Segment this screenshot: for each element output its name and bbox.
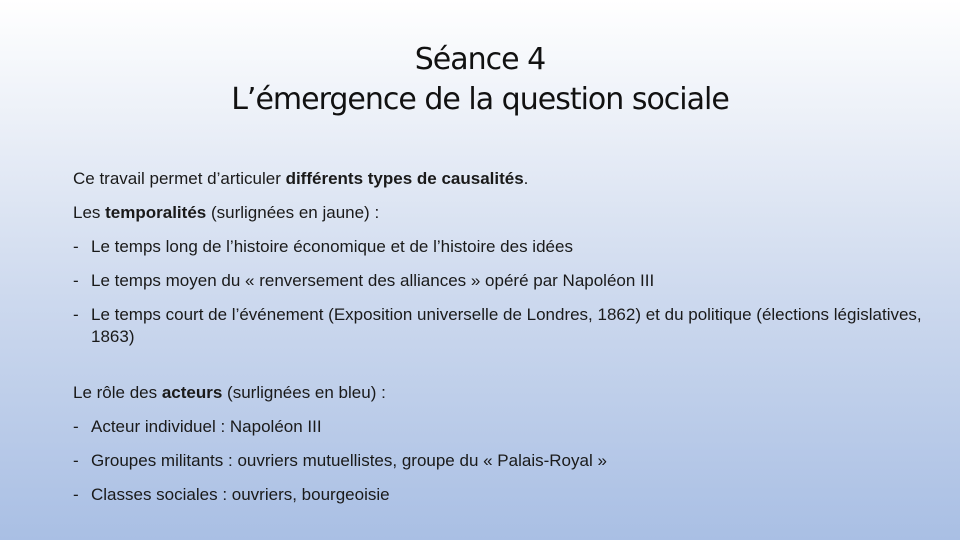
list-item-text: Le temps long de l’histoire économique et de l’histoire des idées — [91, 237, 573, 256]
list-item-text: Groupes militants : ouvriers mutuellistes, groupe du « Palais-Royal » — [91, 451, 607, 470]
acteurs-heading-after: (surlignées en bleu) : — [222, 383, 386, 402]
dash-bullet: - — [73, 417, 79, 436]
list-item-text: Le temps court de l’événement (Exposition universelle de Londres, 1862) et du politique (élections législatives, 1863) — [91, 305, 922, 346]
temporalites-heading-before: Les — [73, 203, 106, 222]
title-line-1: Séance 4 — [414, 42, 546, 77]
slide-body — [73, 168, 933, 518]
list-item-text: Acteur individuel : Napoléon III — [91, 417, 322, 436]
list-item-text: Classes sociales : ouvriers, bourgeoisie — [91, 485, 390, 504]
acteurs-heading — [73, 382, 933, 404]
list-item — [73, 484, 933, 506]
intro-text-after: . — [523, 169, 529, 188]
title-line-2: L’émergence de la question sociale — [231, 82, 729, 117]
dash-bullet: - — [73, 271, 79, 290]
dash-bullet: - — [73, 305, 79, 324]
slide-title — [0, 40, 960, 120]
dash-bullet: - — [73, 451, 79, 470]
acteurs-heading-bold: acteurs — [161, 383, 223, 402]
dash-bullet: - — [73, 485, 79, 504]
intro-bold: différents types de causalités — [285, 169, 524, 188]
list-item — [73, 304, 933, 348]
list-item — [73, 270, 933, 292]
list-item — [73, 416, 933, 438]
list-item-text: Le temps moyen du « renversement des alliances » opéré par Napoléon III — [91, 271, 655, 290]
temporalites-heading-after: (surlignées en jaune) : — [206, 203, 380, 222]
spacer — [73, 360, 933, 382]
intro-paragraph — [73, 168, 933, 190]
intro-text-before: Ce travail permet d’articuler — [73, 169, 286, 188]
list-item — [73, 236, 933, 258]
temporalites-heading — [73, 202, 933, 224]
temporalites-heading-bold: temporalités — [105, 203, 207, 222]
acteurs-heading-before: Le rôle des — [73, 383, 162, 402]
dash-bullet: - — [73, 237, 79, 256]
list-item — [73, 450, 933, 472]
